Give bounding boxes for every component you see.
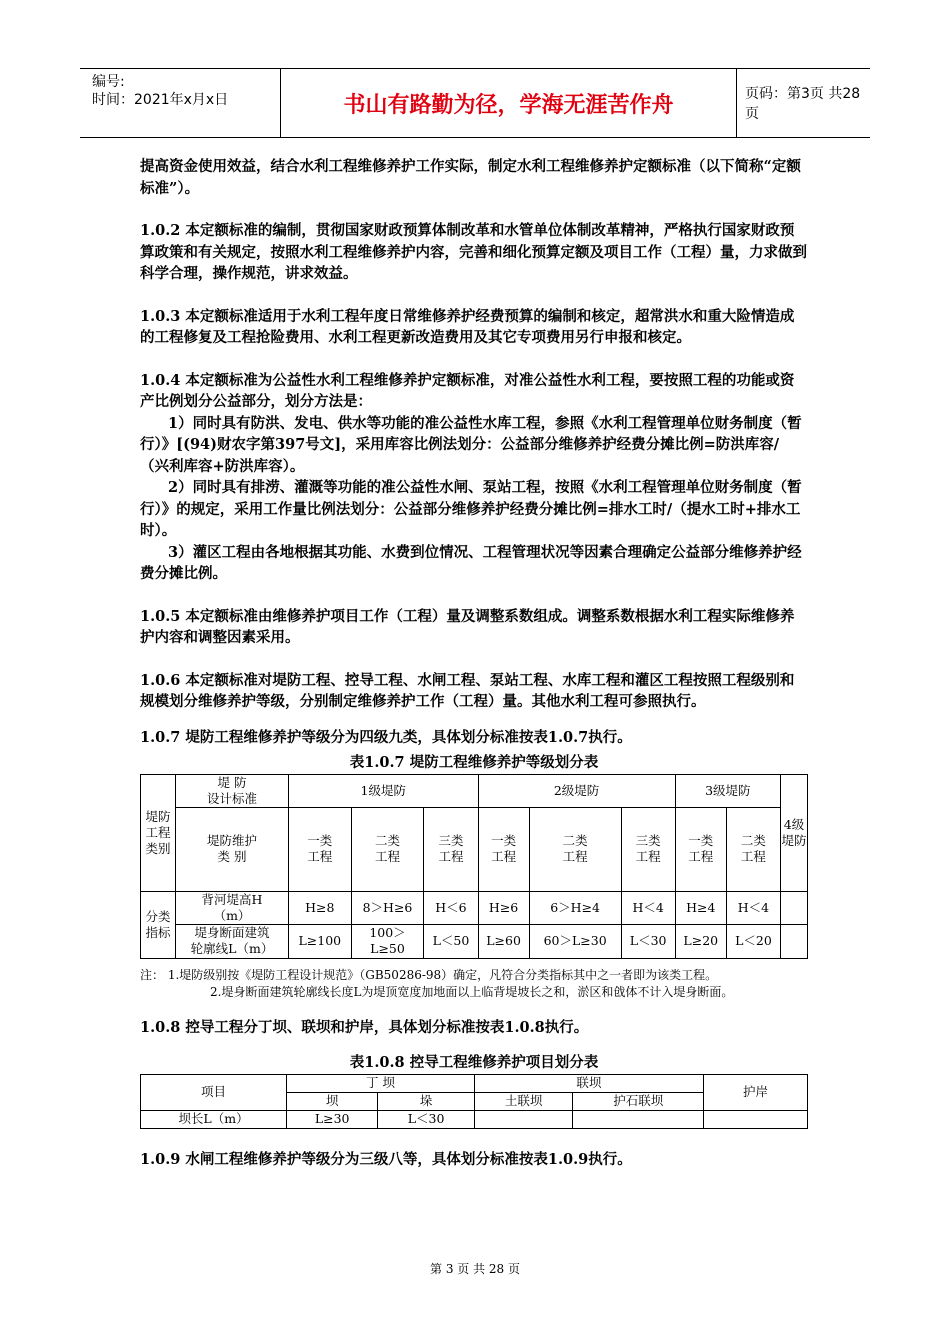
class-cell: 一类 工程 [289, 807, 352, 891]
class-cell: 三类 工程 [621, 807, 675, 891]
table-cell: 100＞ L≥50 [351, 924, 424, 958]
class-cell: 一类 工程 [478, 807, 529, 891]
paragraph: 1）同时具有防洪、发电、供水等功能的准公益性水库工程，参照《水利工程管理单位财务制度（暂行）》[(94)财农字第397号文]，采用库容比例法划分：公益部分维修养护经费分摊比例=防洪库容/（兴利库容+防洪库容）。 [140, 414, 802, 475]
paragraph: 1.0.4 本定额标准为公益性水利工程维修养护定额标准，对准公益性水利工程，要按照工程的功能或资产比例划分公益部分，划分方法是： [140, 371, 795, 410]
table-cell: H＜4 [621, 891, 675, 924]
table-108 [140, 1074, 808, 1129]
table-cell: 8＞H≥6 [351, 891, 424, 924]
number-label: 编号: [92, 74, 125, 90]
document-body [140, 156, 808, 1170]
col-category: 堤防工程类别 [141, 774, 176, 891]
table-cell [781, 924, 808, 958]
table-cell: L＜50 [424, 924, 478, 958]
paragraph: 1.0.9 水闸工程维修养护等级分为三级八等，具体划分标准按表1.0.9执行。 [140, 1150, 632, 1168]
class-cell: 二类 工程 [351, 807, 424, 891]
duo-header: 垛 [378, 1092, 475, 1110]
table-cell: L≥60 [478, 924, 529, 958]
paragraph: 1.0.2 本定额标准的编制，贯彻国家财政预算体制改革和水管单位体制改革精神，严格执行国家财政预算政策和有关规定，按照水利工程维修养护内容，完善和细化预算定额及项目工作（工程）量，力求做到科学合理，操作规范，讲求效益。 [140, 222, 807, 282]
header-page: 页码：第3页 共28页 [745, 86, 861, 122]
table-cell: H≥8 [289, 891, 352, 924]
page-footer: 第 3 页 共 28 页 [430, 1262, 520, 1276]
table-cell: L≥20 [675, 924, 726, 958]
row-label: 堤身断面建筑 轮廓线L（m） [176, 924, 289, 958]
time-label: 时间：2021年x月x日 [92, 92, 229, 108]
group-3: 3级堤防 [675, 774, 780, 807]
paragraph: 1.0.6 本定额标准对堤防工程、控导工程、水闸工程、泵站工程、水库工程和灌区工程按照工程级别和规模划分维修养护等级，分别制定维修养护工作（工程）量。其他水利工程可参照执行。 [140, 671, 795, 710]
paragraph: 1.0.3 本定额标准适用于水利工程年度日常维修养护经费预算的编制和核定，超常洪水和重大险情造成的工程修复及工程抢险费用、水利工程更新改造费用及其它专项费用另行申报和核定。 [140, 307, 795, 346]
table-cell: L＜30 [621, 924, 675, 958]
header-standard: 堤 防 设计标准 [176, 774, 289, 807]
class-cell: 二类 工程 [529, 807, 621, 891]
header-motto: 书山有路勤为径，学海无涯苦作舟 [280, 69, 737, 137]
index-label: 分类指标 [141, 891, 176, 958]
dingba-header: 丁 坝 [287, 1074, 475, 1092]
table-cell [704, 1110, 808, 1128]
lianba-header: 联坝 [474, 1074, 703, 1092]
paragraph: 2）同时具有排涝、灌溉等功能的准公益性水闸、泵站工程，按照《水利工程管理单位财务制度（暂行）》的规定，采用工作量比例法划分：公益部分维修养护经费分摊比例=排水工时/（提水工时+排水工时）。 [140, 479, 802, 539]
class-cell: 一类 工程 [675, 807, 726, 891]
table-caption: 表1.0.8 控导工程维修养护项目划分表 [349, 1054, 599, 1071]
paragraph: 提高资金使用效益，结合水利工程维修养护工作实际，制定水利工程维修养护定额标准（以下简称“定额标准”）。 [140, 158, 801, 197]
row-label: 坝长L（m） [141, 1110, 287, 1128]
row-label: 背河堤高H （m） [176, 891, 289, 924]
item-header: 项目 [141, 1074, 287, 1110]
table-cell: H＜6 [424, 891, 478, 924]
table-cell: L＜20 [726, 924, 780, 958]
ba-header: 坝 [287, 1092, 378, 1110]
paragraph: 1.0.8 控导工程分丁坝、联坝和护岸，具体划分标准按表1.0.8执行。 [140, 1018, 589, 1036]
header-class: 堤防维护 类 别 [176, 807, 289, 891]
table-cell [474, 1110, 573, 1128]
table-cell: 6＞H≥4 [529, 891, 621, 924]
note-1: 注： 1.堤防级别按《堤防工程设计规范》（GB50286-98）确定，凡符合分类指标其中之一者即为该类工程。 [140, 967, 718, 982]
table-cell: 60＞L≥30 [529, 924, 621, 958]
group-1: 1级堤防 [289, 774, 479, 807]
table-cell [781, 891, 808, 924]
table-cell: H≥4 [675, 891, 726, 924]
class-cell: 三类 工程 [424, 807, 478, 891]
table-107 [140, 774, 808, 959]
group-4: 4级堤防 [781, 774, 808, 891]
table-cell [573, 1110, 704, 1128]
note-2: 2.堤身断面建筑轮廓线长度L为堤顶宽度加地面以上临背堤坡长之和，淤区和戗体不计入堤身断面。 [210, 984, 734, 999]
table-cell: L≥100 [289, 924, 352, 958]
shi-header: 护石联坝 [573, 1092, 704, 1110]
page-header [80, 68, 870, 138]
hu-header: 护岸 [704, 1074, 808, 1110]
class-cell: 二类 工程 [726, 807, 780, 891]
table-cell: H＜4 [726, 891, 780, 924]
tu-header: 土联坝 [474, 1092, 573, 1110]
paragraph: 3）灌区工程由各地根据其功能、水费到位情况、工程管理状况等因素合理确定公益部分维修养护经费分摊比例。 [140, 543, 802, 582]
paragraph: 1.0.5 本定额标准由维修养护项目工作（工程）量及调整系数组成。调整系数根据水利工程实际维修养护内容和调整因素采用。 [140, 607, 795, 646]
group-2: 2级堤防 [478, 774, 675, 807]
header-meta [80, 69, 275, 137]
table-cell: H≥6 [478, 891, 529, 924]
table-cell: L＜30 [378, 1110, 475, 1128]
table-caption: 表1.0.7 堤防工程维修养护等级划分表 [349, 754, 599, 771]
paragraph: 1.0.7 堤防工程维修养护等级分为四级九类，具体划分标准按表1.0.7执行。 [140, 728, 632, 746]
table-cell: L≥30 [287, 1110, 378, 1128]
